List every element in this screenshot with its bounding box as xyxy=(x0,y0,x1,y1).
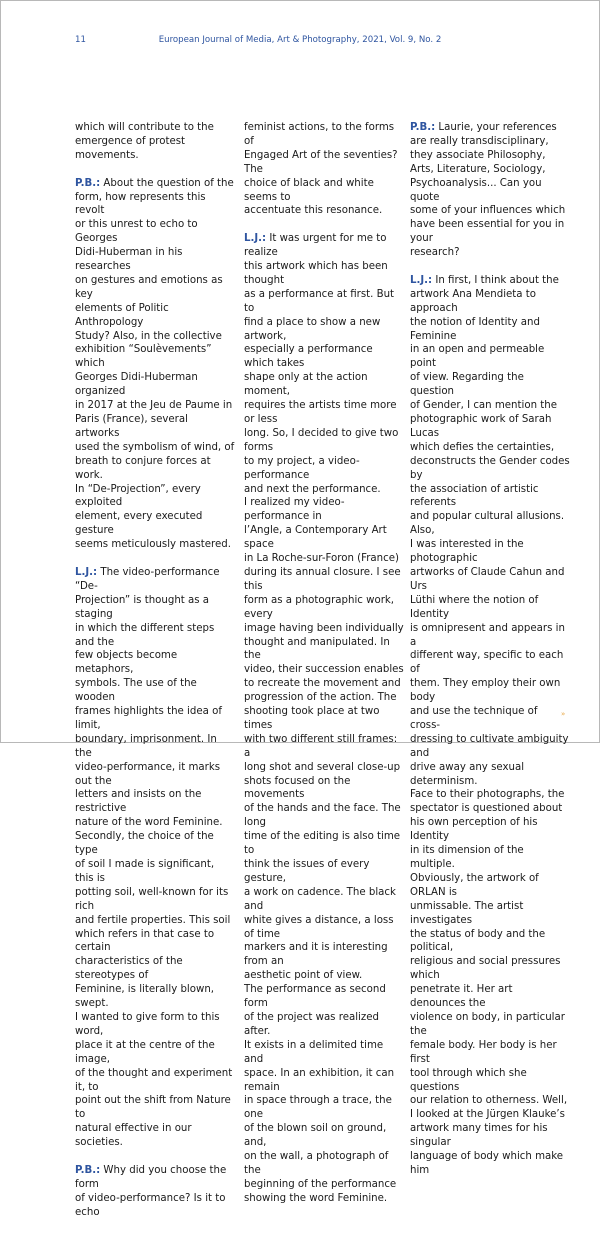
speaker-label: P.B.: xyxy=(410,122,436,133)
paragraph-text: In first, I think about the artwork Ana Mendieta to approach the notion of Identity and Feminine in an open and permeable point of view. Regarding the question of Gender, I can mention the photographic work of Sarah Lucas which defies the certainties, deconstructs the Gender codes by the association of artistic referents and popular cultural allusions. Also, I was interested in the photographic artworks of Claude Cahun and Urs Lüthi where the notion of Identity is omnipresent and appears in a different way, specific to each of them. They employ their own body and use the technique of cross- dressing to cultivate ambiguity and drive away any sexual determinism. Face to their photographs, the spectator is questioned about his own perception of his Identity in its dimension of the multiple. Obviously, the artwork of ORLAN is unmissable. The artist investigates the status of body and the political, religious and social pressures which penetrate it. Her art denounces the violence on body, in particular the female body. Her body is her first tool through which she questions our relation to otherness. Well, I looked at the Jürgen Klauke’s artwork many times for his singular language of body which make him xyxy=(410,274,570,1176)
paragraph-text: feminist actions, to the forms of Engaged Art of the seventies? The choice of black and white seems to accentuate this resonance. xyxy=(244,122,398,217)
paragraph xyxy=(244,232,404,1205)
continue-arrow-icon: » xyxy=(561,710,566,718)
paragraph xyxy=(244,121,404,218)
paragraph-text: The video-performance “De- Projection” is thought as a staging in which the different steps and the few objects become metaphors, symbols. The use of the wooden frames highlights the idea of limit, boundary, imprisonment. In the video-performance, it marks out the letters and insists on the restrictive nature of the word Feminine. Secondly, the choice of the type of soil I made is significant, this is potting soil, well-known for its rich and fertile properties. This soil which refers in that case to certain characteristics of the stereotypes of Feminine, is literally blown, swept. I wanted to give form to this word, place it at the centre of the image, of the thought and experiment it, to point out the shift from Nature to natural effective in our societies. xyxy=(75,566,233,1149)
paragraph-text: Why did you choose the form of video-performance? Is it to echo xyxy=(75,1164,227,1218)
text-column-2 xyxy=(244,121,404,1220)
text-column-3 xyxy=(410,121,570,1192)
paragraph xyxy=(75,121,235,163)
paragraph xyxy=(75,177,235,552)
paragraph xyxy=(75,566,235,1150)
paragraph xyxy=(410,121,570,260)
paragraph xyxy=(75,1164,235,1220)
speaker-label: L.J.: xyxy=(244,233,267,245)
text-column-1 xyxy=(75,121,235,1233)
page-number: 11 xyxy=(75,35,86,45)
speaker-label: P.B.: xyxy=(75,177,101,189)
speaker-label: L.J.: xyxy=(410,274,433,286)
paragraph-text: It was urgent for me to realize this artwork which has been thought as a performance at first. But to find a place to show a new artwork, especially a performance which takes shape only at the action moment, requires the artists time more or less long. So, I decided to give two forms to my project, a video-performance and next the performance. I realized my video-performance in l’Angle, a Contemporary Art space in La Roche-sur-Foron (France) during its annual closure. I see this form as a photographic work, every image having been individually thought and manipulated. In the video, their succession enables to recreate the movement and progression of the action. The shooting took place at two times with two different still frames: a long shot and several close-up shots focused on the movements of the hands and the face. The long time of the editing is also time to think the issues of every gesture, a work on cadence. The black and white gives a distance, a loss of time markers and it is interesting from an aesthetic point of view. The performance as second form of the project was realized after. It exists in a delimited time and space. In an exhibition, it can remain in space through a trace, the one of the blown soil on ground, and, on the wall, a photograph of the beginning of the performance showing the word Feminine. xyxy=(244,233,404,1204)
journal-title: European Journal of Media, Art & Photography, 2021, Vol. 9, No. 2 xyxy=(158,35,442,45)
speaker-label: P.B.: xyxy=(75,1164,101,1176)
paragraph xyxy=(410,274,570,1178)
paragraph-text: Laurie, your references are really transdisciplinary, they associate Philosophy, Arts, Literature, Sociology, Psychoanalysis... Can you quote some of your influences which have been essential for you in your research? xyxy=(410,122,566,259)
paragraph-text: About the question of the form, how represents this revolt or this unrest to echo to Georges Didi-Huberman in his researches on gestures and emotions as key elements of Politic Anthropology Study? Also, in the collective exhibition “Soulèvements” which Georges Didi-Huberman organized in 2017 at the Jeu de Paume in Paris (France), several artworks used the symbolism of wind, of breath to conjure forces at work. In “De-Projection”, every exploited element, every executed gesture seems meticulously mastered. xyxy=(75,177,235,551)
speaker-label: L.J.: xyxy=(75,566,98,578)
paragraph-text: which will contribute to the emergence of protest movements. xyxy=(75,122,214,161)
